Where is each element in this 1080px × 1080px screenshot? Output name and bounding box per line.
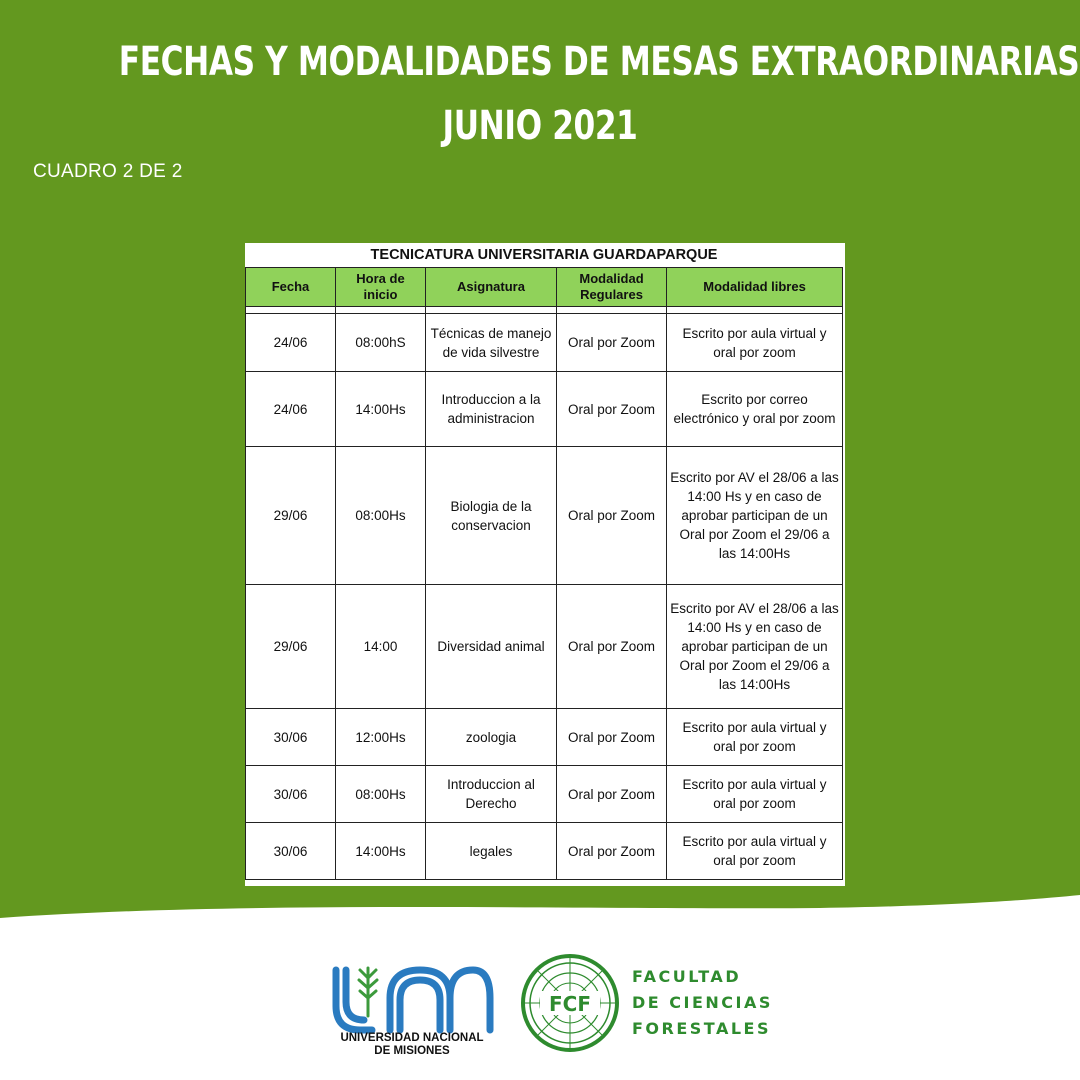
column-header: Fecha xyxy=(246,268,336,307)
table-cell: 24/06 xyxy=(246,314,336,372)
table-cell: 24/06 xyxy=(246,372,336,447)
table-cell: Escrito por correo electrónico y oral por zoom xyxy=(667,372,843,447)
table-cell: Oral por Zoom xyxy=(557,585,667,709)
table-cell: Técnicas de manejo de vida silvestre xyxy=(426,314,557,372)
schedule-table-image xyxy=(245,243,845,886)
header-spacer-row xyxy=(246,307,843,314)
table-cell: Escrito por AV el 28/06 a las 14:00 Hs y en caso de aprobar participan de un Oral por Zoom el 29/06 a las 14:00Hs xyxy=(667,447,843,585)
table-cell: Oral por Zoom xyxy=(557,314,667,372)
table-cell: Oral por Zoom xyxy=(557,447,667,585)
table-cell: 14:00 xyxy=(336,585,426,709)
fcf-name-line-1: FACULTAD xyxy=(632,967,742,986)
unam-name xyxy=(322,1032,502,1058)
title-line-2: JUNIO 2021 xyxy=(442,103,638,149)
table-cell: 29/06 xyxy=(246,585,336,709)
table-cell: 14:00Hs xyxy=(336,372,426,447)
title-line-1: FECHAS Y MODALIDADES DE MESAS EXTRAORDINARIAS xyxy=(118,39,1080,85)
fcf-name xyxy=(632,964,773,1042)
table-cell: legales xyxy=(426,823,557,880)
table-cell: 08:00hS xyxy=(336,314,426,372)
table-cell: 30/06 xyxy=(246,709,336,766)
table-cell: 30/06 xyxy=(246,823,336,880)
fcf-monogram: FCF xyxy=(548,992,592,1016)
column-header: Modalidad Regulares xyxy=(557,268,667,307)
column-header: Modalidad libres xyxy=(667,268,843,307)
table-row xyxy=(246,823,843,880)
table-caption: TECNICATURA UNIVERSITARIA GUARDAPARQUE xyxy=(246,243,843,268)
table-header-row xyxy=(246,268,843,307)
table-cell: Escrito por aula virtual y oral por zoom xyxy=(667,709,843,766)
table-cell: Escrito por aula virtual y oral por zoom xyxy=(667,314,843,372)
subtitle: CUADRO 2 DE 2 xyxy=(33,161,183,182)
unam-name-line-1: UNIVERSIDAD NACIONAL xyxy=(340,1032,484,1044)
fcf-logo xyxy=(520,953,620,1053)
table-cell: Biologia de la conservacion xyxy=(426,447,557,585)
table-cell: Diversidad animal xyxy=(426,585,557,709)
table-cell: Introduccion a la administracion xyxy=(426,372,557,447)
fcf-name-line-3: FORESTALES xyxy=(632,1019,772,1038)
column-header: Hora de inicio xyxy=(336,268,426,307)
schedule-table xyxy=(245,243,843,880)
table-cell: Escrito por aula virtual y oral por zoom xyxy=(667,823,843,880)
wave-divider xyxy=(0,890,1080,950)
table-cell: Oral por Zoom xyxy=(557,766,667,823)
table-cell: 08:00Hs xyxy=(336,766,426,823)
table-row xyxy=(246,447,843,585)
column-header: Asignatura xyxy=(426,268,557,307)
page-title xyxy=(118,30,1080,158)
table-cell: 08:00Hs xyxy=(336,447,426,585)
table-row xyxy=(246,709,843,766)
table-cell: Escrito por AV el 28/06 a las 14:00 Hs y en caso de aprobar participan de un Oral por Zoom el 29/06 a las 14:00Hs xyxy=(667,585,843,709)
table-cell: Oral por Zoom xyxy=(557,709,667,766)
table-row xyxy=(246,766,843,823)
table-row xyxy=(246,585,843,709)
unam-name-line-2: DE MISIONES xyxy=(374,1045,450,1057)
fcf-name-line-2: DE CIENCIAS xyxy=(632,993,773,1012)
table-cell: zoologia xyxy=(426,709,557,766)
table-cell: 30/06 xyxy=(246,766,336,823)
table-row xyxy=(246,372,843,447)
table-cell: 14:00Hs xyxy=(336,823,426,880)
table-cell: Escrito por aula virtual y oral por zoom xyxy=(667,766,843,823)
table-cell: 12:00Hs xyxy=(336,709,426,766)
table-cell: Introduccion al Derecho xyxy=(426,766,557,823)
table-cell: 29/06 xyxy=(246,447,336,585)
table-row xyxy=(246,314,843,372)
footer-logos xyxy=(0,950,1080,1080)
table-cell: Oral por Zoom xyxy=(557,372,667,447)
table-cell: Oral por Zoom xyxy=(557,823,667,880)
